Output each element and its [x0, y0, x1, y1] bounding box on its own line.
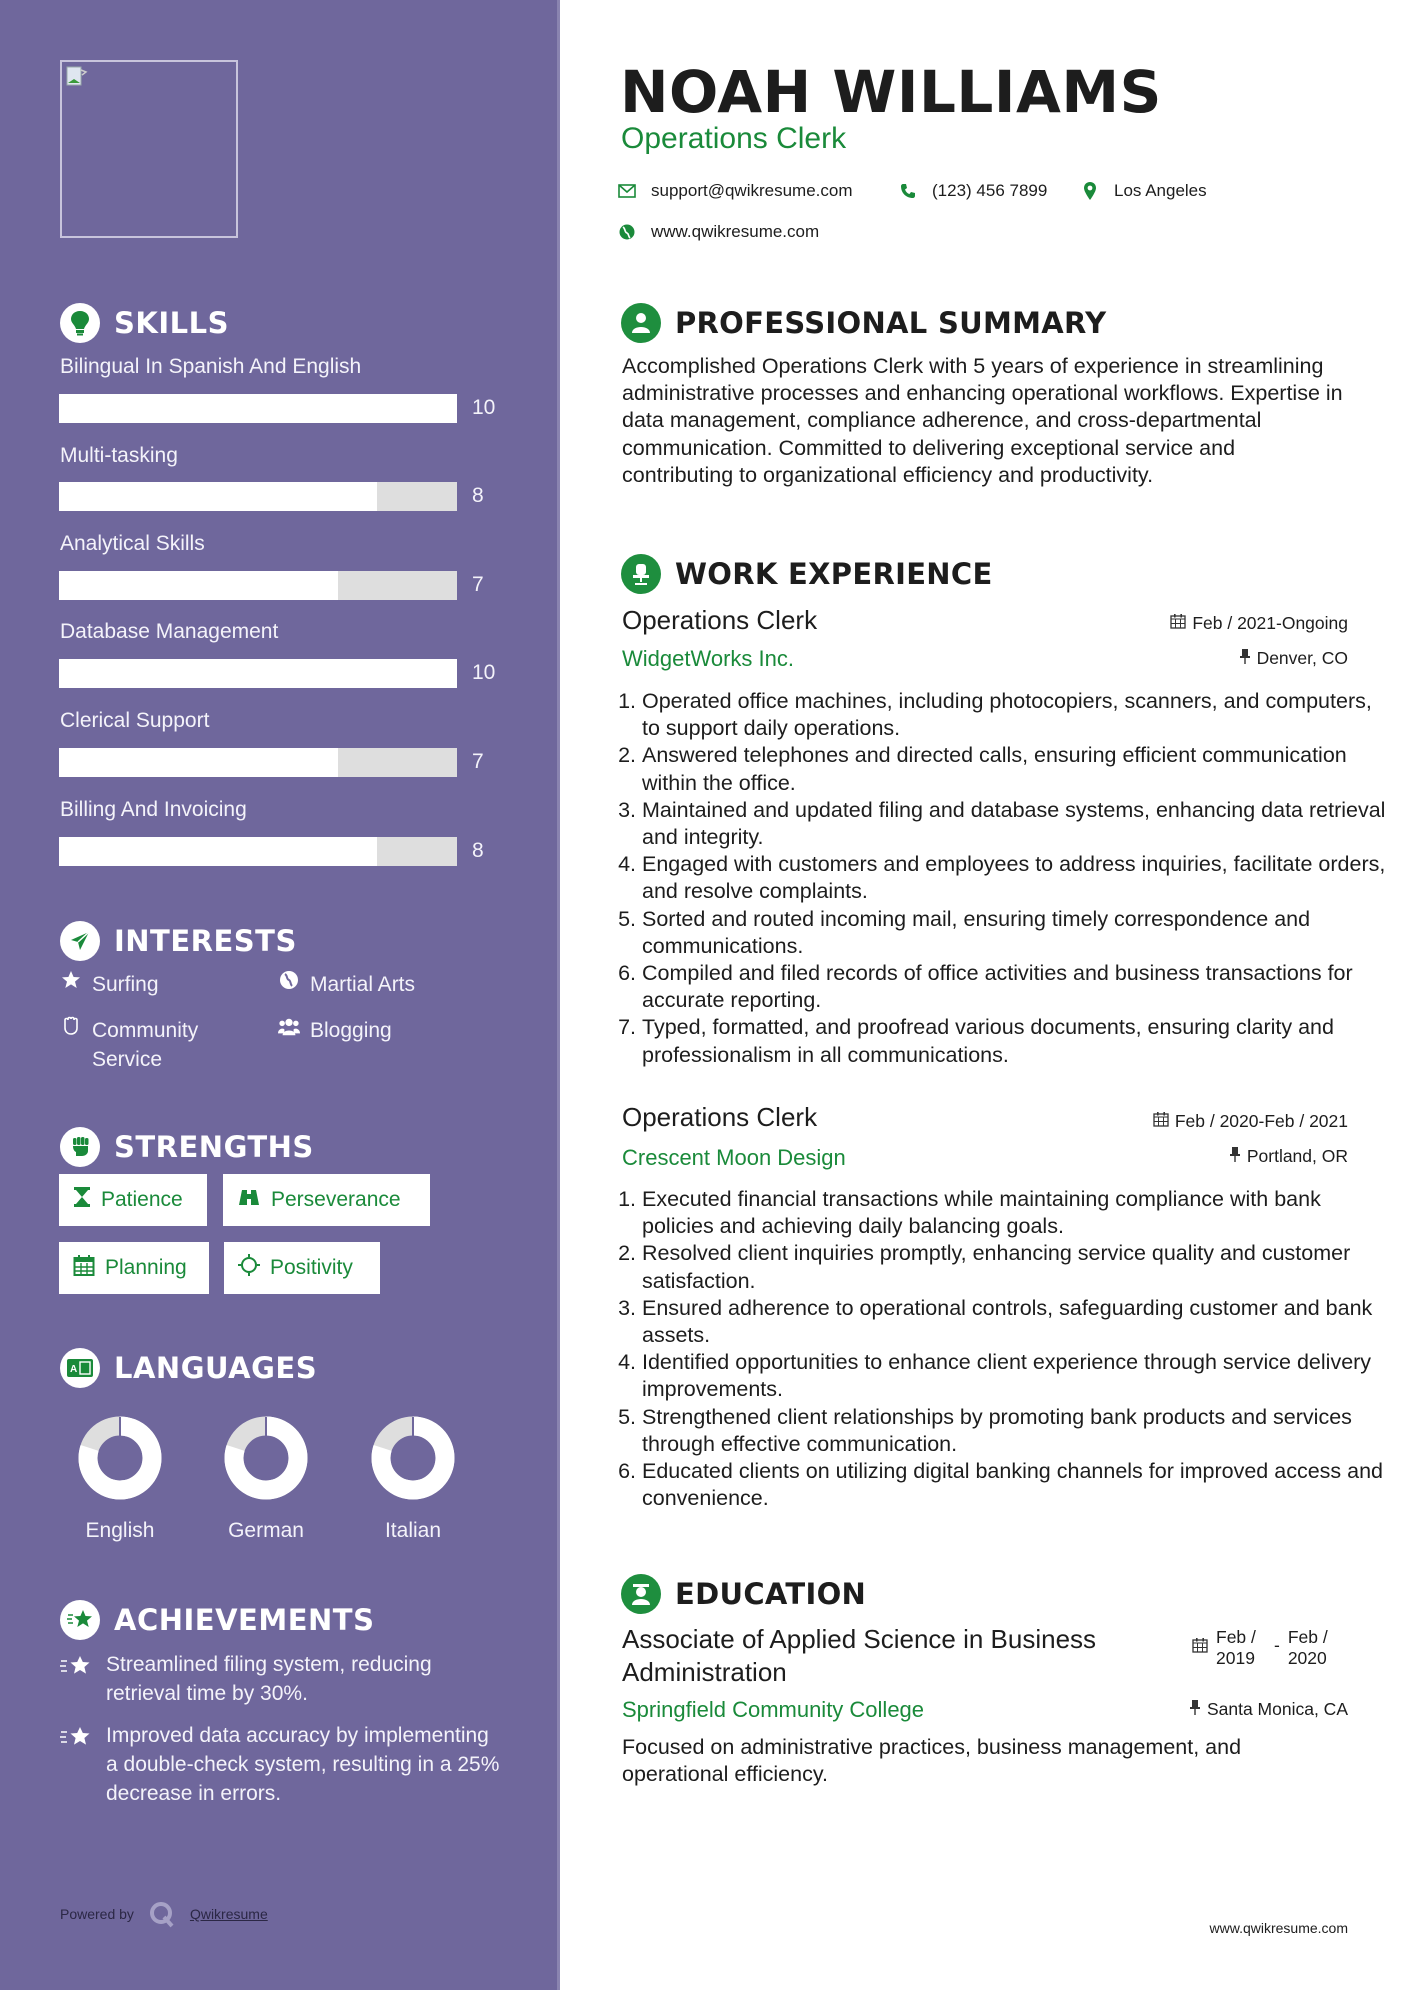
job-dates [1170, 613, 1348, 634]
education-dates [1192, 1627, 1338, 1669]
duty-item: 6. Educated clients on utilizing digital banking channels for improved access and convenience. [642, 1458, 1390, 1512]
achievement-star-icon [60, 1721, 94, 1808]
interest-item [60, 970, 159, 999]
summary-title: PROFESSIONAL SUMMARY [675, 306, 1107, 340]
interest-label: Martial Arts [310, 973, 416, 996]
binoculars-icon [237, 1187, 261, 1213]
calendar-icon [1170, 613, 1186, 634]
skill-bar [59, 571, 457, 600]
strength-label: Patience [101, 1188, 183, 1211]
lightbulb-icon [60, 303, 100, 343]
skill-value: 8 [472, 839, 484, 862]
duty-item: 4. Identified opportunities to enhance client experience through service delivery improvements. [642, 1349, 1390, 1403]
contact-phone [898, 181, 1047, 201]
footer-website[interactable]: www.qwikresume.com [1209, 1920, 1348, 1936]
email-text[interactable]: support@qwikresume.com [651, 181, 853, 200]
website-text[interactable]: www.qwikresume.com [651, 222, 820, 241]
skill-value: 10 [472, 396, 496, 419]
translate-icon [60, 1348, 100, 1388]
duty-item: 3. Maintained and updated filing and database systems, enhancing data retrieval and integrity. [642, 797, 1390, 851]
contact-location [1080, 181, 1207, 201]
candidate-name: NOAH WILLIAMS [620, 58, 1162, 126]
job-title: Operations Clerk [622, 1102, 818, 1132]
interest-label: Surfing [92, 973, 159, 996]
interest-item [278, 970, 415, 999]
skill-value: 7 [472, 573, 484, 596]
duty-item: 6. Compiled and filed records of office activities and business transactions for accurate reporting. [642, 960, 1390, 1014]
duty-item: 2. Answered telephones and directed calls, ensuring efficient communication within the office. [642, 742, 1390, 796]
contact-website [617, 222, 819, 242]
achievements-heading [60, 1600, 374, 1640]
school-name: Springfield Community College [622, 1697, 925, 1722]
skill-bar [59, 482, 457, 511]
profile-photo [60, 60, 238, 238]
degree-title: Associate of Applied Science in Business Administration [622, 1624, 1097, 1687]
interests-title: INTERESTS [114, 924, 297, 958]
map-pin-icon [1080, 181, 1100, 201]
achievement-text: Streamlined filing system, reducing retrieval time by 30%. [106, 1653, 432, 1705]
duty-item: 4. Engaged with customers and employees to address inquiries, facilitate orders, and resolve complaints. [642, 851, 1390, 905]
achievement-item [60, 1650, 500, 1708]
school-location [1189, 1699, 1348, 1720]
job-location-text: Portland, OR [1246, 1146, 1348, 1166]
sidebar-edge [557, 0, 560, 1990]
svg-text:A: A [70, 1364, 78, 1375]
language-label: Italian [384, 1519, 442, 1542]
skill-bar [59, 837, 457, 866]
company-name: Crescent Moon Design [622, 1145, 846, 1170]
achievement-star-icon [60, 1650, 94, 1708]
pushpin-icon [1189, 1699, 1201, 1720]
education-heading [621, 1574, 866, 1614]
strength-chip [59, 1174, 207, 1226]
envelope-icon [617, 184, 637, 198]
candidate-job-title: Operations Clerk [621, 122, 847, 155]
skill-value: 7 [472, 750, 484, 773]
job-dates [1153, 1111, 1348, 1132]
skill-label: Billing And Invoicing [60, 798, 247, 821]
globe-icon [617, 224, 637, 240]
duty-item: 2. Resolved client inquiries promptly, enhancing service quality and customer satisfaction. [642, 1240, 1390, 1294]
strength-label: Perseverance [271, 1188, 401, 1211]
skill-label: Analytical Skills [60, 532, 205, 555]
education-start: Feb / 2019 [1216, 1627, 1256, 1668]
strengths-title: STRENGTHS [114, 1130, 314, 1164]
pushpin-icon [1229, 1146, 1241, 1167]
skill-label: Clerical Support [60, 709, 210, 732]
experience-heading [621, 554, 993, 594]
interests-heading [60, 921, 297, 961]
language-label: German [228, 1519, 304, 1542]
languages-heading [60, 1348, 317, 1388]
language-donut-italian [371, 1416, 455, 1500]
summary-heading [621, 303, 1106, 343]
job-location [1229, 1146, 1348, 1167]
phone-text: (123) 456 7899 [932, 181, 1048, 200]
users-icon [278, 1016, 300, 1045]
duty-item: 1. Executed financial transactions while maintaining compliance with bank policies and achieving daily balancing goals. [642, 1186, 1390, 1240]
skill-label: Bilingual In Spanish And English [60, 355, 362, 378]
strength-label: Positivity [270, 1256, 353, 1279]
education-title: EDUCATION [675, 1577, 867, 1611]
skill-bar [59, 394, 457, 423]
graduate-icon [621, 1574, 661, 1614]
strength-chip [59, 1242, 209, 1294]
school-location-text: Santa Monica, CA [1206, 1699, 1348, 1719]
pushpin-icon [1239, 648, 1251, 669]
star-icon [60, 970, 82, 999]
skill-value: 10 [472, 661, 496, 684]
experience-title: WORK EXPERIENCE [675, 557, 993, 591]
strengths-heading [60, 1127, 314, 1167]
achievement-item [60, 1721, 500, 1808]
skill-bar [59, 659, 457, 688]
user-icon [621, 303, 661, 343]
powered-by-label: Powered by [60, 1906, 134, 1922]
achievements-title: ACHIEVEMENTS [114, 1603, 375, 1637]
interest-label: Community Service [92, 1019, 199, 1071]
summary-text: Accomplished Operations Clerk with 5 years of experience in streamlining administrative processes and enhancing operational workflows. Expertise in data management, compliance adherence, and cross-departmental communication. Committed to delivering exceptional service and contributing to organizational efficiency and productivity. [622, 354, 1343, 487]
job-duties-list [604, 1186, 1390, 1512]
job-duties-list [604, 688, 1390, 1069]
globe-icon [278, 970, 300, 999]
job-dates-text: Feb / 2021-Ongoing [1192, 613, 1348, 633]
job-title: Operations Clerk [622, 605, 818, 635]
calendar-icon [1192, 1627, 1208, 1669]
interest-item [278, 1016, 392, 1045]
phone-icon [898, 183, 918, 199]
interest-item [60, 1016, 260, 1074]
interest-label: Blogging [310, 1019, 392, 1042]
duty-item: 5. Sorted and routed incoming mail, ensuring timely correspondence and communications. [642, 906, 1390, 960]
calendar-icon [1153, 1111, 1169, 1132]
hand-icon [60, 1016, 82, 1074]
achievement-star-icon [60, 1600, 100, 1640]
strength-label: Planning [105, 1256, 187, 1279]
skill-label: Database Management [60, 620, 279, 643]
job-dates-text: Feb / 2020-Feb / 2021 [1174, 1111, 1348, 1131]
contact-email [617, 181, 853, 201]
skill-value: 8 [472, 484, 484, 507]
duty-item: 5. Strengthened client relationships by promoting bank products and services through effective communication. [642, 1404, 1390, 1458]
languages-title: LANGUAGES [114, 1351, 318, 1385]
language-donut-german [224, 1416, 308, 1500]
calendar-icon [73, 1254, 95, 1282]
sidebar [0, 0, 560, 1990]
education-description: Focused on administrative practices, business management, and operational efficiency. [622, 1735, 1242, 1787]
qwikresume-logo-icon [148, 1900, 176, 1928]
job-location [1239, 648, 1348, 669]
skills-heading [60, 303, 229, 343]
job-location-text: Denver, CO [1256, 648, 1348, 668]
achievement-text: Improved data accuracy by implementing a double-check system, resulting in a 25% decrease in errors. [106, 1724, 500, 1805]
duty-item: 7. Typed, formatted, and proofread various documents, ensuring clarity and professionalism in all communications. [642, 1014, 1390, 1068]
strength-chip [223, 1174, 430, 1226]
education-end: Feb / 2020 [1287, 1627, 1328, 1668]
duty-item: 1. Operated office machines, including photocopiers, scanners, and computers, to support daily operations. [642, 688, 1390, 742]
qwikresume-link[interactable]: Qwikresume [189, 1906, 268, 1922]
skill-bar [59, 748, 457, 777]
powered-by [60, 1900, 268, 1928]
language-donut-english [78, 1416, 162, 1500]
strength-chip [224, 1242, 380, 1294]
skill-label: Multi-tasking [60, 444, 178, 467]
duty-item: 3. Ensured adherence to operational controls, safeguarding customer and bank assets. [642, 1295, 1390, 1349]
fist-icon [60, 1127, 100, 1167]
office-chair-icon [621, 554, 661, 594]
hourglass-icon [73, 1186, 91, 1214]
date-separator: - [1274, 1635, 1280, 1655]
company-name: WidgetWorks Inc. [622, 646, 794, 671]
paper-plane-icon [60, 921, 100, 961]
location-text: Los Angeles [1114, 181, 1207, 200]
sun-icon [238, 1254, 260, 1282]
broken-image-icon [66, 66, 88, 92]
language-label: English [85, 1519, 155, 1542]
skills-title: SKILLS [114, 306, 229, 340]
